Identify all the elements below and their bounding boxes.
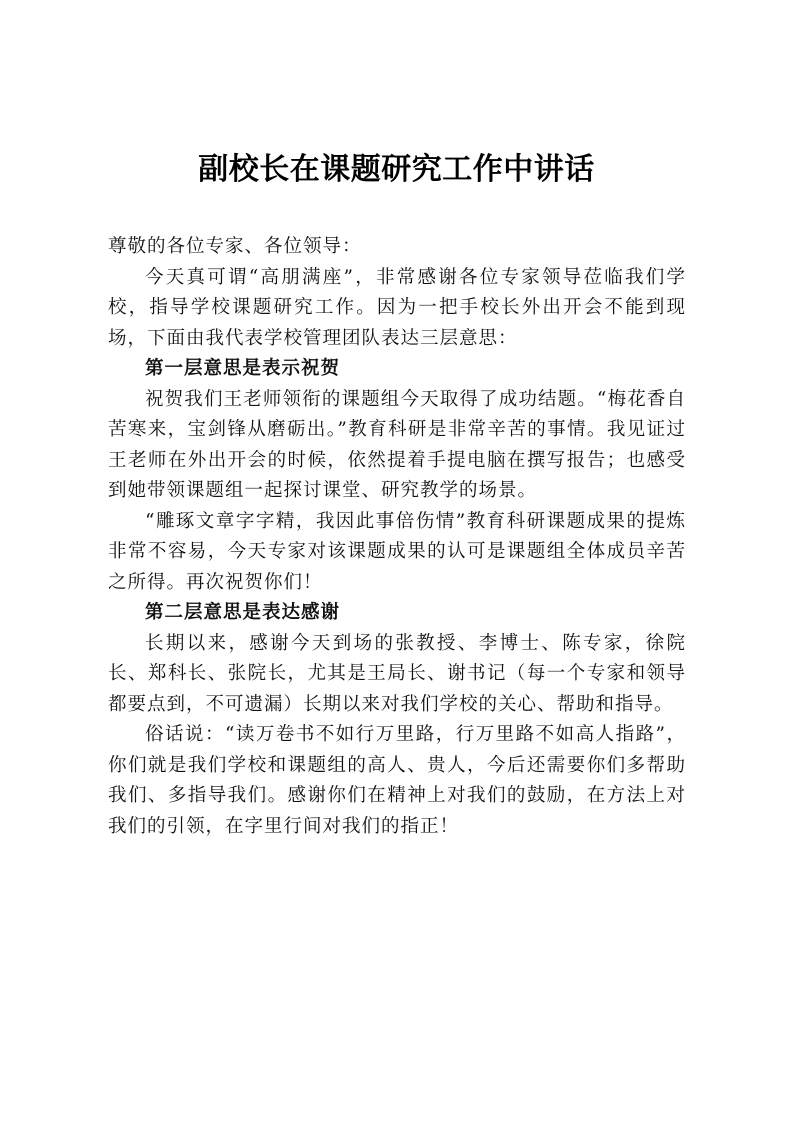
salutation: 尊敬的各位专家、各位领导： [108, 236, 362, 257]
paragraph-congratulation: 祝贺我们王老师领衔的课题组今天取得了成功结题。“梅花香自苦寒来，宝剑锋从磨砺出。”教育科研是非常辛苦的事情。我见证过王老师在外出开会的时候，依然提着手提电脑在撰写报告；也感受到她带领课题组一起探讨课堂、研究教学的场景。 [108, 388, 686, 501]
section-heading-congratulation: 第一层意思是表示祝贺 [145, 358, 341, 379]
paragraph-proverb: 俗话说：“读万卷书不如行万里路，行万里路不如高人指路”，你们就是我们学校和课题组的高人、贵人，今后还需要你们多帮助我们、多指导我们。感谢你们在精神上对我们的鼓励，在方法上对我们的引领，在字里行间对我们的指正！ [108, 724, 686, 837]
document-title: 副校长在课题研究工作中讲话 [198, 152, 595, 187]
paragraph-gratitude: 长期以来，感谢今天到场的张教授、李博士、陈专家，徐院长、郑科长、张院长，尤其是王局长、谢书记（每一个专家和领导都要点到，不可遗漏）长期以来对我们学校的关心、帮助和指导。 [108, 632, 686, 715]
paragraph-intro: 今天真可谓“高朋满座”，非常感谢各位专家领导莅临我们学校，指导学校课题研究工作。因为一把手校长外出开会不能到现场，下面由我代表学校管理团队表达三层意思： [108, 266, 686, 349]
paragraph-research-achievement: “雕琢文章字字精，我因此事倍伤情”教育科研课题成果的提炼非常不容易，今天专家对该课题成果的认可是课题组全体成员辛苦之所得。再次祝贺你们！ [108, 510, 686, 593]
document-body [108, 232, 686, 842]
section-heading-gratitude: 第二层意思是表达感谢 [145, 602, 341, 623]
